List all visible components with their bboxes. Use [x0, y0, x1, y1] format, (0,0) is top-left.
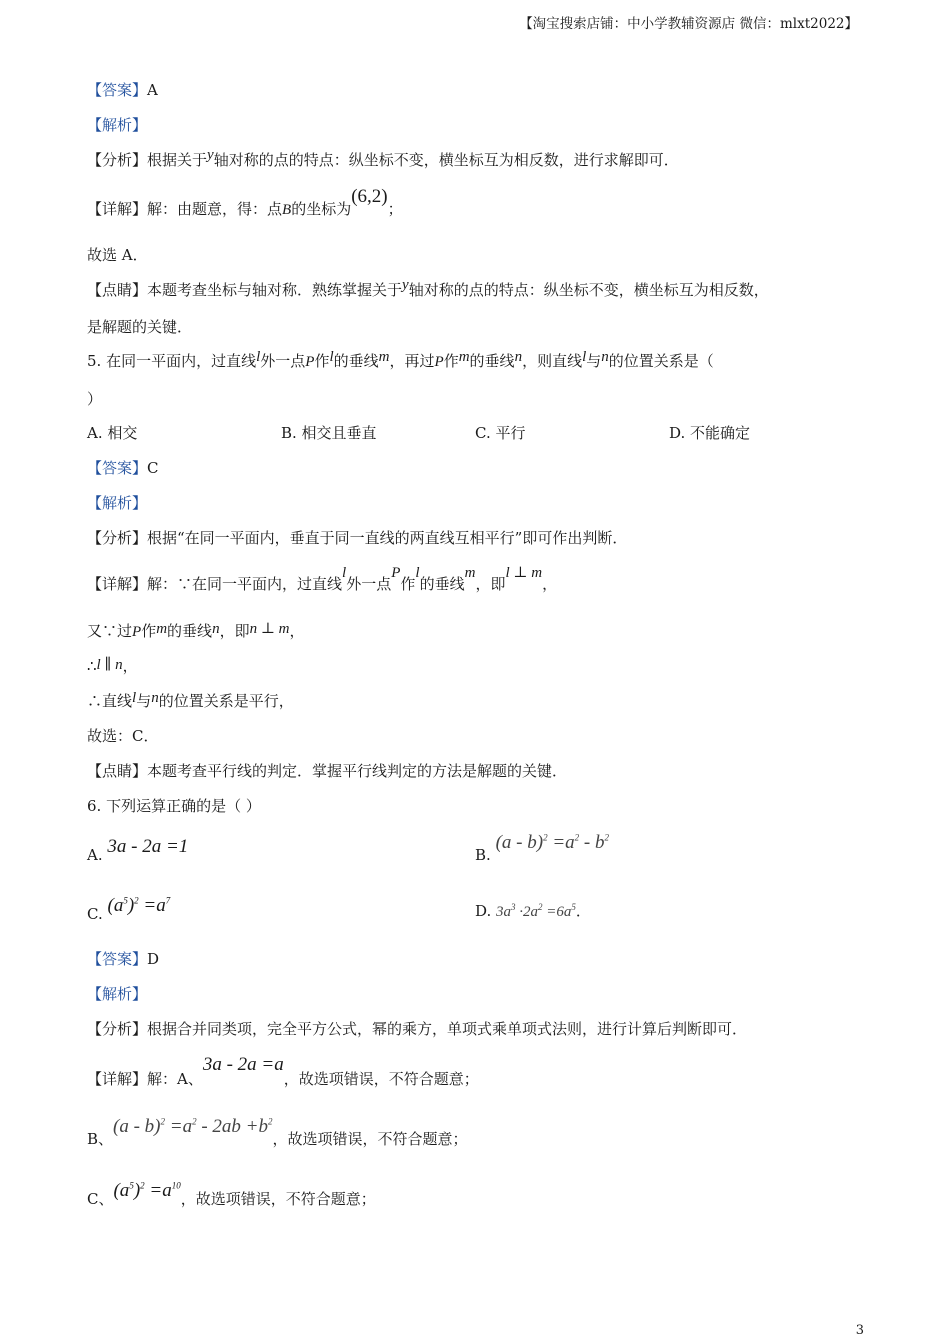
- q5-var-m: m: [378, 349, 390, 365]
- answer-label: 【答案】: [87, 81, 148, 99]
- q6-c-b: ): [127, 895, 135, 916]
- q5-stem-6: 作: [443, 352, 459, 370]
- q4-detail-var: B: [282, 202, 292, 218]
- q5-e-4: ，即: [219, 622, 250, 640]
- q6-db-right: - 2ab +b: [196, 1116, 268, 1137]
- q4-fenxi-line: [87, 147, 679, 172]
- q6-detail-c-2: ，故选项错误，不符合题意；: [180, 1190, 376, 1208]
- q6-detail-a-1: 解：A、: [147, 1070, 203, 1088]
- q6-d-end: ．: [575, 902, 591, 920]
- q5-g-2: 与: [136, 692, 152, 710]
- q6-detail-a-line: [87, 1054, 479, 1093]
- q4-comment-text-a: 本题考查坐标与轴对称．熟练掌握关于: [147, 281, 403, 299]
- answer-label: 【答案】: [87, 459, 148, 477]
- q6-c-exp2: 2: [134, 895, 139, 906]
- q4-conclusion: 故选 A．: [87, 246, 148, 264]
- q6-dc-c: =a: [144, 1180, 172, 1201]
- q5-perp-lm: l ⊥ m: [505, 565, 543, 581]
- q6-dc-a: (a: [113, 1180, 130, 1201]
- q6-d-exp2: 2: [538, 902, 543, 912]
- detail-label: 【详解】: [87, 575, 148, 593]
- fenxi-label: 【分析】: [87, 1020, 148, 1038]
- q4-detail-line: [87, 186, 403, 223]
- q6-b-right: - b: [579, 832, 605, 853]
- q4-fenxi-text-a: 根据关于: [147, 151, 208, 169]
- q5-stem-7: 的垂线: [469, 352, 515, 370]
- q6-b-exp1: 2: [543, 832, 548, 843]
- q5-conclusion: 故选：C．: [87, 727, 159, 745]
- q4-detail-text-c: ；: [387, 200, 403, 218]
- q5-stem-4: 的垂线: [333, 352, 379, 370]
- q6-d-b: ·2a: [515, 904, 539, 920]
- q6-option-d-label: D.: [475, 902, 492, 920]
- q5-var-P: P: [305, 354, 315, 370]
- q5-detail-6: ，: [542, 575, 558, 593]
- q5-var-l-3: l: [582, 349, 587, 365]
- q5-f-2: ，: [122, 657, 138, 675]
- answer-label: 【答案】: [87, 950, 148, 968]
- q6-fenxi-line: [87, 1019, 747, 1040]
- q5-stem-10: 的位置关系是（: [608, 352, 714, 370]
- q6-detail-c-1: C、: [87, 1190, 114, 1208]
- q6-analysis-label: 【解析】: [87, 985, 148, 1003]
- q5-parallel: l ∥ n: [96, 657, 123, 673]
- q6-db-exp1: 2: [160, 1116, 166, 1127]
- q6-dc-exp2: 2: [140, 1180, 145, 1191]
- q5-e-2: 作: [141, 622, 157, 640]
- q5-fenxi-line: [87, 528, 627, 549]
- q6-option-c-label: C.: [87, 905, 103, 923]
- q5-d-var-P: P: [391, 565, 401, 581]
- q5-stem-3: 作: [314, 352, 330, 370]
- q6-d-exp1: 3: [511, 902, 516, 912]
- q5-therefore: ∴: [87, 657, 97, 675]
- q6-detail-c-line: [87, 1180, 376, 1213]
- q6-option-a-label: A.: [87, 846, 103, 864]
- q6-dc-b: ): [133, 1180, 141, 1201]
- q5-detail-line-2: [87, 621, 305, 643]
- q5-detail-5: ，即: [475, 575, 506, 593]
- q5-detail-1: 解：∵在同一平面内，过直线: [147, 575, 343, 593]
- q4-fenxi-text-b: 轴对称的点的特点：纵坐标不变，横坐标互为相反数，进行求解即可．: [213, 151, 679, 169]
- q5-relation-line: [87, 691, 294, 713]
- q5-stem-1: 5. 在同一平面内，过直线: [87, 352, 257, 370]
- q6-c-exp3: 7: [165, 895, 171, 906]
- q5-e-1: 又∵过: [87, 622, 133, 640]
- q6-answer-line: [87, 949, 159, 970]
- q5-comment-line: [87, 761, 567, 782]
- q5-e-var-m: m: [156, 621, 168, 637]
- q6-stem: 6. 下列运算正确的是（ ）: [87, 797, 261, 815]
- q5-analysis-label: 【解析】: [87, 494, 148, 512]
- q5-detail-2: 外一点: [346, 575, 392, 593]
- q5-g-var-n: n: [151, 690, 159, 706]
- q6-fenxi-text: 根据合并同类项，完全平方公式，幂的乘方，单项式乘单项式法则，进行计算后判断即可．: [147, 1020, 748, 1038]
- q4-fenxi-var: y: [207, 147, 214, 163]
- q6-dc-exp1: 5: [129, 1180, 134, 1191]
- q5-option-b: B. 相交且垂直: [281, 424, 377, 442]
- q5-stem-8: ，则直线: [522, 352, 583, 370]
- q5-answer: C: [147, 459, 159, 477]
- q4-detail-text-b: 的坐标为: [291, 200, 352, 218]
- q6-c-c: =a: [138, 895, 166, 916]
- q6-b-exp2: 2: [574, 832, 580, 843]
- q6-detail-b-1: B、: [87, 1130, 114, 1148]
- q6-detail-b-expr: [113, 1116, 272, 1137]
- q6-d-c: =6a: [542, 904, 572, 920]
- q5-answer-line: [87, 458, 159, 479]
- q5-var-l: l: [256, 349, 261, 365]
- q5-option-d: D. 不能确定: [669, 424, 751, 442]
- q5-detail-line: [87, 565, 558, 596]
- q5-d-var-l-2: l: [415, 565, 420, 581]
- q4-comment-var: y: [402, 277, 409, 293]
- detail-label: 【详解】: [87, 1070, 148, 1088]
- q5-stem: [87, 351, 714, 373]
- q6-b-exp3: 2: [604, 832, 609, 843]
- q5-perp-nm: n ⊥ m: [249, 621, 290, 637]
- q6-detail-a-expr: 3a - 2a =a: [202, 1054, 284, 1075]
- q5-d-var-m: m: [464, 565, 476, 581]
- q5-d-var-l: l: [342, 565, 347, 581]
- comment-label: 【点睛】: [87, 281, 148, 299]
- q5-var-n-2: n: [601, 349, 609, 365]
- q5-stem-5: ，再过: [389, 352, 435, 370]
- q5-var-l-2: l: [329, 349, 334, 365]
- q5-e-var-n: n: [212, 621, 220, 637]
- q5-e-var-P: P: [132, 624, 142, 640]
- q6-option-c: [87, 895, 171, 928]
- q6-d-a: 3a: [496, 904, 512, 920]
- q5-g-3: 的位置关系是平行，: [158, 692, 294, 710]
- q5-detail-3: 作: [400, 575, 416, 593]
- q6-db-exp3: 2: [268, 1116, 273, 1127]
- q5-stem-2: 外一点: [260, 352, 306, 370]
- q5-g-var-l: l: [132, 690, 137, 706]
- q5-var-m-2: m: [458, 349, 470, 365]
- q6-detail-c-expr: [113, 1180, 180, 1201]
- q5-e-3: 的垂线: [167, 622, 213, 640]
- detail-label: 【详解】: [87, 200, 148, 218]
- q6-option-b-label: B.: [475, 846, 491, 864]
- q6-b-mid: =a: [547, 832, 575, 853]
- q5-stem-close: ）: [87, 390, 103, 408]
- q6-c-a: (a: [107, 895, 124, 916]
- q5-option-c: C. 平行: [475, 424, 526, 442]
- q6-detail-b-2: ，故选项错误，不符合题意；: [272, 1130, 468, 1148]
- q5-comment-text: 本题考查平行线的判定．掌握平行线判定的方法是解题的关键．: [147, 762, 568, 780]
- q5-var-n: n: [514, 349, 523, 365]
- q6-option-d-expr: [496, 904, 576, 920]
- q5-e-5: ，: [289, 622, 305, 640]
- q5-g-1: ∴直线: [87, 692, 133, 710]
- q6-db-exp2: 2: [192, 1116, 197, 1127]
- q5-parallel-line: [87, 656, 138, 678]
- q5-fenxi-text: 根据“在同一平面内，垂直于同一直线的两直线互相平行”即可作出判断．: [147, 529, 628, 547]
- page-header: 【淘宝搜索店铺：中小学教辅资源店 微信：mlxt2022】: [519, 16, 858, 32]
- q4-analysis-label: 【解析】: [87, 116, 148, 134]
- q6-option-c-expr: [108, 895, 171, 916]
- q6-option-a-expr: 3a - 2a =1: [107, 836, 189, 857]
- q6-b-left: (a - b): [495, 832, 544, 853]
- q6-detail-b-line: [87, 1116, 468, 1153]
- q6-option-d: [475, 901, 591, 923]
- q4-coord: (6,2): [351, 186, 388, 207]
- q4-answer: A: [147, 81, 158, 99]
- q4-answer-line: [87, 80, 158, 101]
- q5-detail-4: 的垂线: [419, 575, 465, 593]
- q6-c-exp1: 5: [123, 895, 128, 906]
- q6-option-b-expr: [496, 832, 609, 853]
- q6-option-a: [87, 836, 189, 869]
- q6-d-exp3: 5: [571, 902, 576, 912]
- q5-stem-9: 与: [586, 352, 602, 370]
- q5-option-a: A. 相交: [87, 424, 138, 442]
- q6-option-b: [475, 832, 609, 869]
- q4-comment-line: [87, 277, 769, 302]
- comment-label: 【点睛】: [87, 762, 148, 780]
- q6-dc-exp3: 10: [171, 1180, 181, 1191]
- q6-db-left: (a - b): [113, 1116, 161, 1137]
- q6-db-mid: =a: [165, 1116, 193, 1137]
- q4-comment-text-b: 轴对称的点的特点：纵坐标不变，横坐标互为相反数，: [408, 281, 769, 299]
- q4-detail-text-a: 解：由题意，得：点: [147, 200, 283, 218]
- q6-answer: D: [147, 950, 160, 968]
- fenxi-label: 【分析】: [87, 529, 148, 547]
- fenxi-label: 【分析】: [87, 151, 148, 169]
- page-number: 3: [855, 1323, 864, 1338]
- q6-detail-a-2: ，故选项错误，不符合题意；: [283, 1070, 479, 1088]
- q4-comment-line-2: 是解题的关键．: [87, 318, 193, 336]
- q5-var-P-2: P: [434, 354, 444, 370]
